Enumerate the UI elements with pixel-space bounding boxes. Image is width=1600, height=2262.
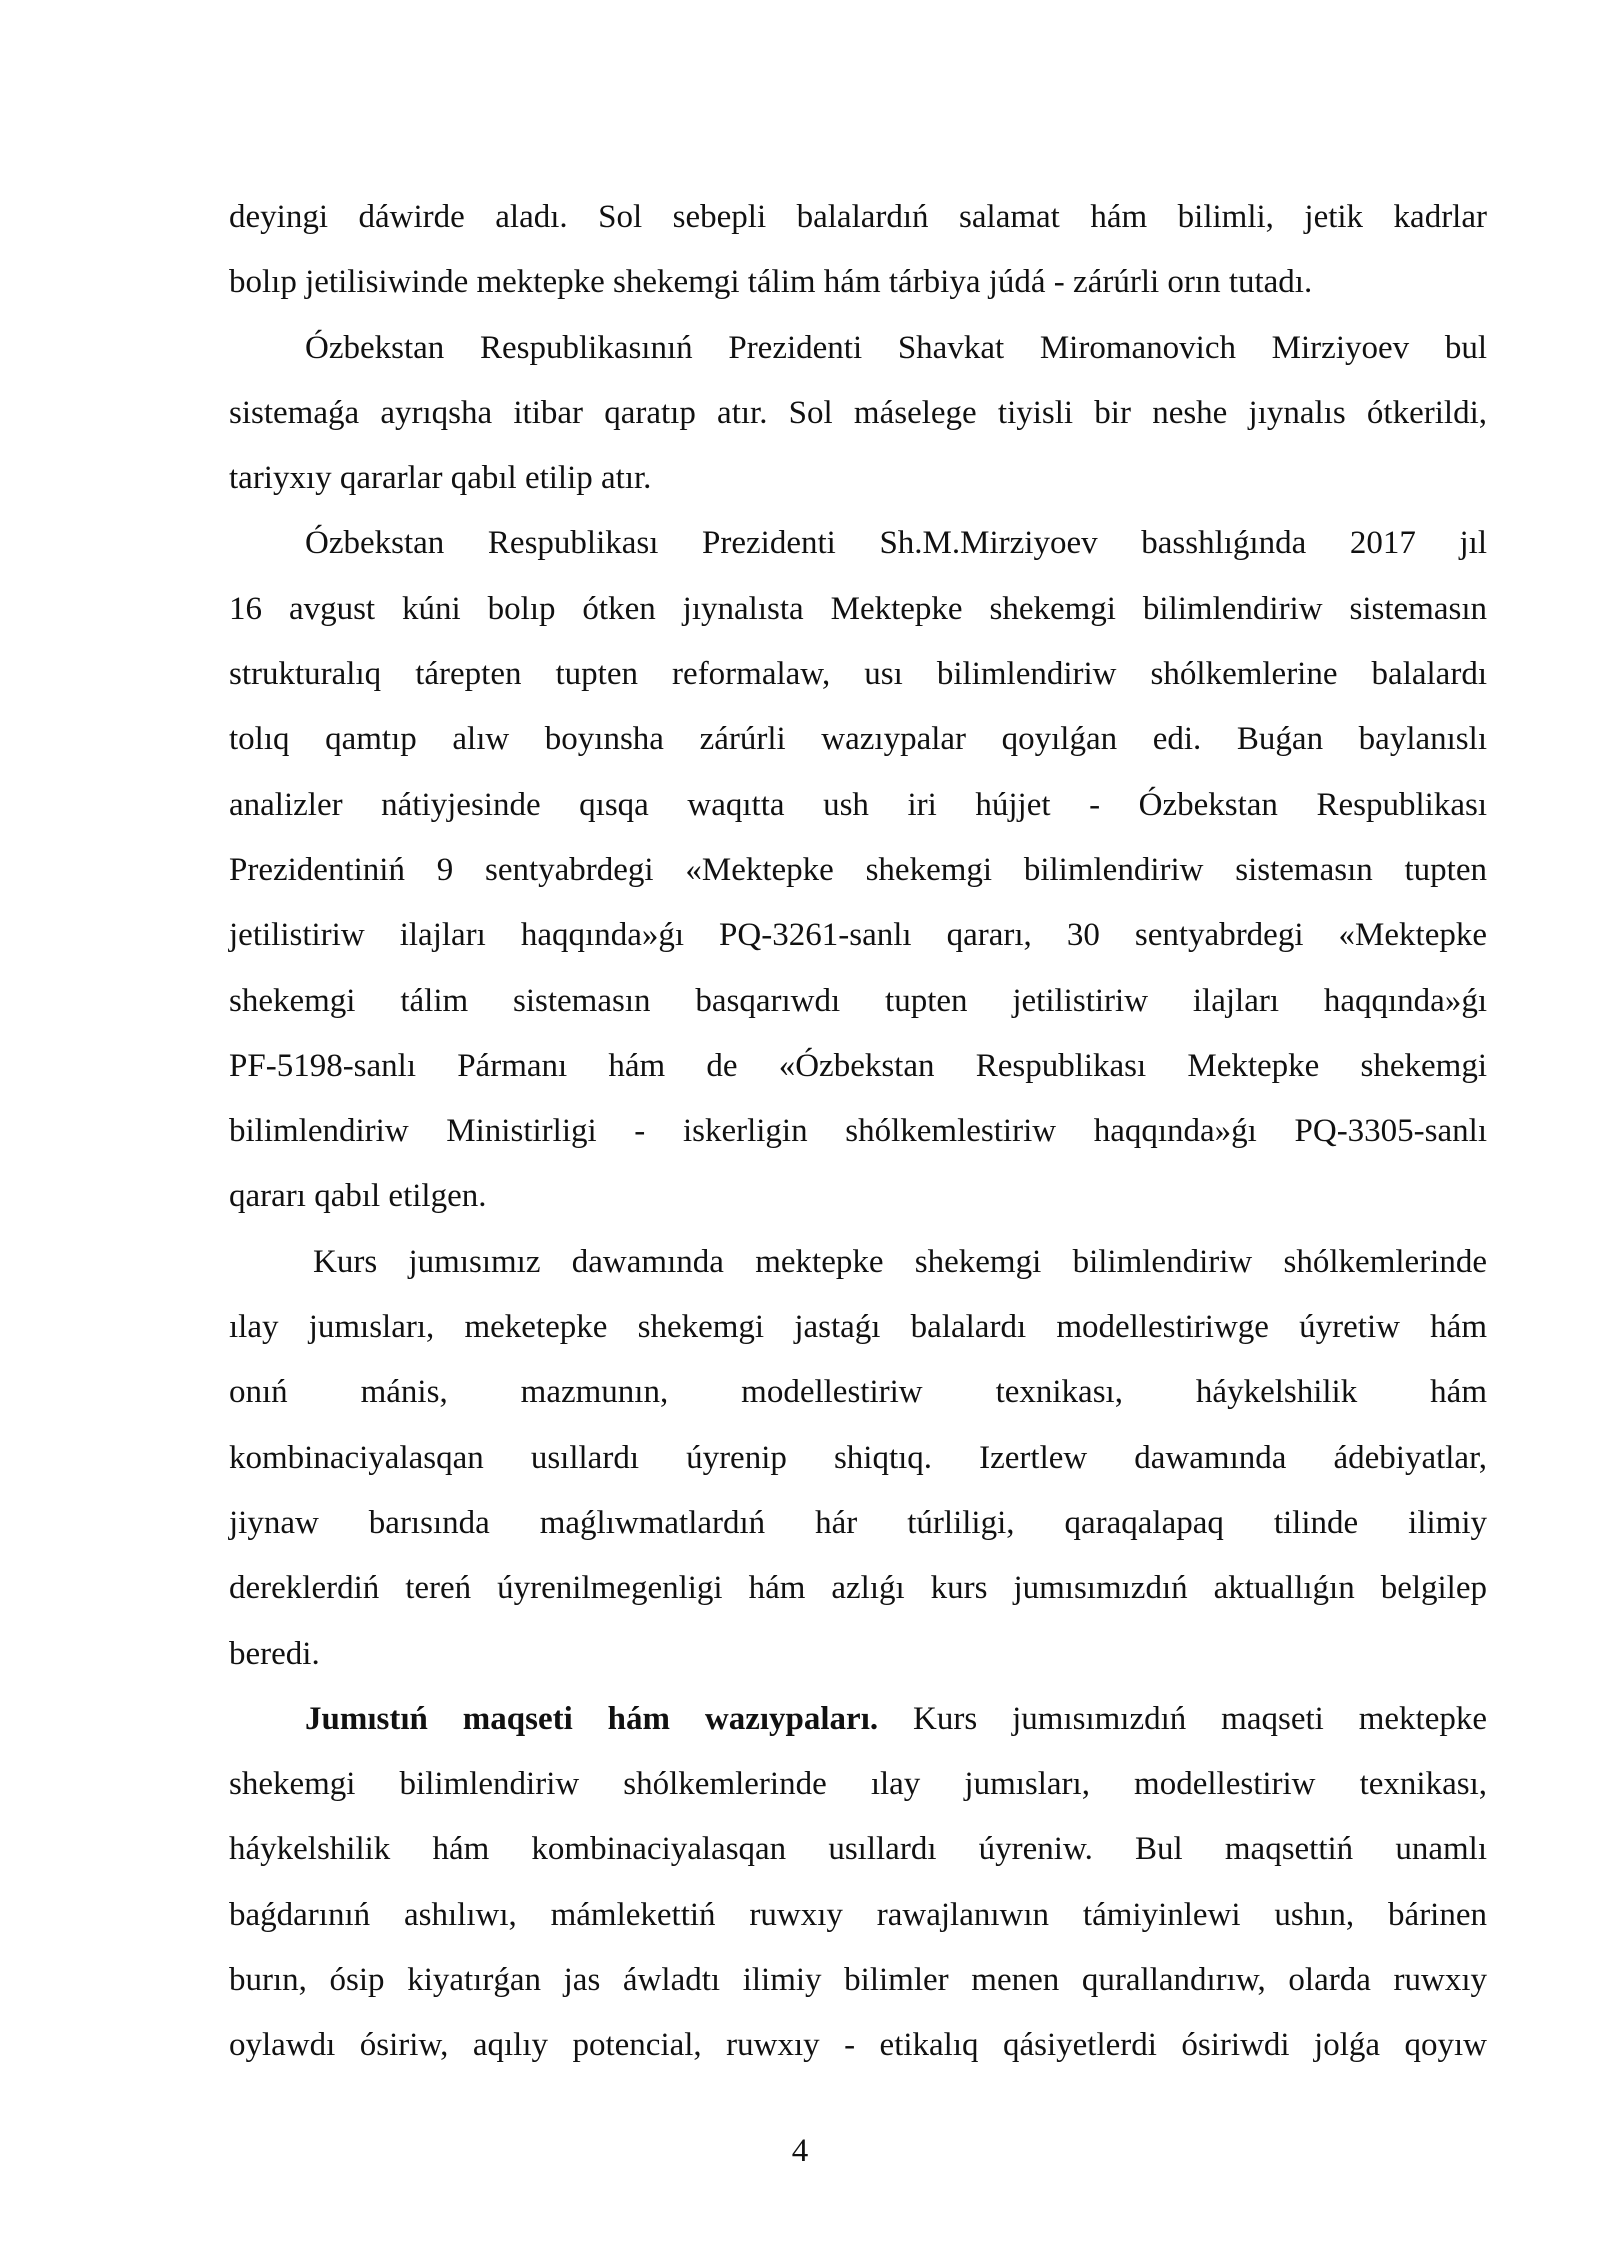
text-line: kombinaciyalasqan usıllardı úyrenip shiqtıq. Izertlew dawamında ádebiyatlar,	[229, 1439, 1487, 1476]
text-line: dereklerdiń tereń úyrenilmegenligi hám azlıǵı kurs jumısımızdıń aktuallıǵın belgilep	[229, 1570, 1487, 1607]
text-line: ılay jumısları, meketepke shekemgi jastaǵı balalardı modellestiriwge úyretiw hám	[229, 1309, 1487, 1346]
text-line: PF-5198-sanlı Pármanı hám de «Ózbekstan Respublikası Mektepke shekemgi	[229, 1047, 1487, 1084]
text-line: Kurs jumısımız dawamında mektepke shekemgi bilimlendiriw shólkemlerinde	[313, 1243, 1487, 1280]
text-line: qararı qabıl etilgen.	[229, 1178, 487, 1215]
text-line: bolıp jetilisiwinde mektepke shekemgi tálim hám tárbiya júdá - zárúrli orın tutadı.	[229, 264, 1313, 301]
text-line: háykelshilik hám kombinaciyalasqan usıllardı úyreniw. Bul maqsettiń unamlı	[229, 1831, 1487, 1868]
text-line: Ózbekstan Respublikası Prezidenti Sh.M.Mirziyoev basshlıǵında 2017 jıl	[305, 525, 1487, 562]
text-line: bilimlendiriw Ministirligi - iskerligin shólkemlestiriw haqqında»ǵı PQ-3305-sanlı	[229, 1113, 1487, 1150]
text-fragment: Kurs jumısımızdıń maqseti mektepke	[913, 1700, 1487, 1737]
text-line: analizler nátiyjesinde qısqa waqıtta ush iri hújjet - Ózbekstan Respublikası	[229, 786, 1487, 823]
text-line: tolıq qamtıp alıw boyınsha zárúrli wazıypalar qoyılǵan edi. Buǵan baylanıslı	[229, 721, 1487, 758]
paragraph-5	[229, 1687, 1487, 2079]
text-line: burın, ósip kiyatırǵan jas áwladtı ilimiy bilimler menen qurallandırıw, olarda ruwxıy	[229, 1962, 1487, 1999]
text-line: oylawdı ósiriw, aqılıy potencial, ruwxıy - etikalıq qásiyetlerdi ósiriwdi jolǵa qoyıw	[229, 2027, 1487, 2064]
text-line	[229, 1687, 1487, 1752]
text-line: Prezidentiniń 9 sentyabrdegi «Mektepke shekemgi bilimlendiriw sistemasın tupten	[229, 851, 1487, 888]
text-line: 16 avgust kúni bolıp ótken jıynalısta Mektepke shekemgi bilimlendiriw sistemasın	[229, 590, 1487, 627]
text-line: tariyxıy qararlar qabıl etilip atır.	[229, 460, 652, 497]
text-line: shekemgi bilimlendiriw shólkemlerinde ılay jumısları, modellestiriw texnikası,	[229, 1766, 1487, 1803]
text-line: sistemaǵa ayrıqsha itibar qaratıp atır. Sol máselege tiyisli bir neshe jıynalıs ótkerildi,	[229, 394, 1487, 431]
text-line: Ózbekstan Respublikasınıń Prezidenti Shavkat Miromanovich Mirziyoev bul	[305, 329, 1487, 366]
paragraph-1	[229, 185, 1487, 316]
text-line: jetilistiriw ilajları haqqında»ǵı PQ-3261-sanlı qararı, 30 sentyabrdegi «Mektepke	[229, 917, 1487, 954]
paragraph-3	[229, 511, 1487, 1229]
text-line: deyingi dáwirde aladı. Sol sebepli balalardıń salamat hám bilimli, jetik kadrlar	[229, 199, 1487, 235]
text-line: strukturalıq tárepten tupten reformalaw, usı bilimlendiriw shólkemlerine balalardı	[229, 656, 1487, 693]
text-line: baǵdarınıń ashılıwı, mámlekettiń ruwxıy rawajlanıwın támiyinlewi ushın, bárinen	[229, 1896, 1487, 1933]
section-heading: Jumıstıń maqseti hám wazıypaları.	[305, 1700, 879, 1737]
text-line: shekemgi tálim sistemasın basqarıwdı tupten jetilistiriw ilajları haqqında»ǵı	[229, 982, 1487, 1019]
page-number: 4	[791, 2133, 809, 2169]
document-page	[229, 185, 1487, 2079]
text-line: jiynaw barısında maǵlıwmatlardıń hár túrliligi, qaraqalapaq tilinde ilimiy	[229, 1504, 1487, 1541]
text-line: beredi.	[229, 1635, 320, 1672]
paragraph-2	[229, 316, 1487, 512]
paragraph-4	[229, 1230, 1487, 1687]
text-line: onıń mánis, mazmunın, modellestiriw texnikası, háykelshilik hám	[229, 1374, 1487, 1411]
